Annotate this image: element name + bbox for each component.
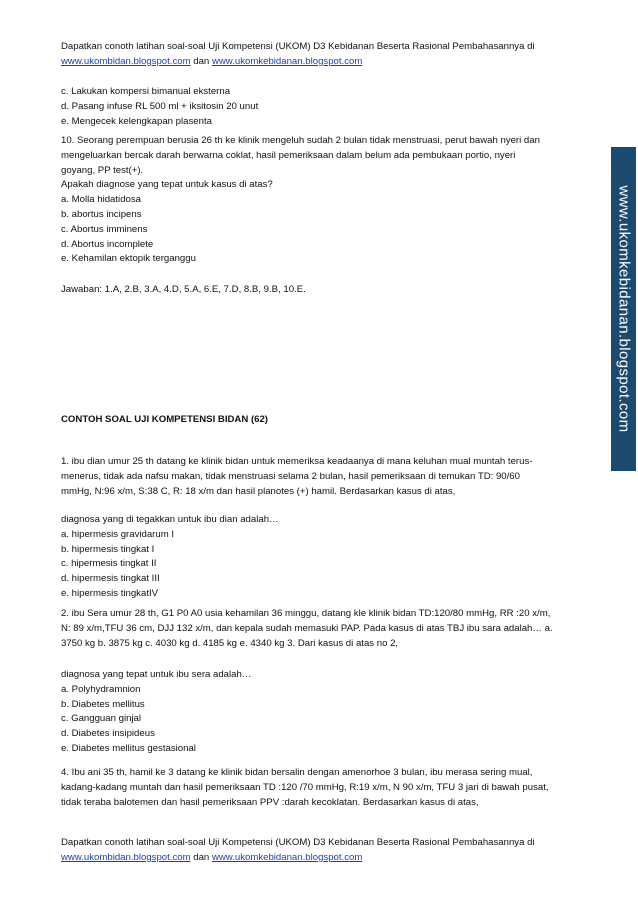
question-2	[61, 607, 601, 651]
header-intro: Dapatkan conoth latihan soal-soal Uji Kompetensi (UKOM) D3 Kebidanan Beserta Rasional Pembahasannya di	[61, 41, 535, 52]
option-line: b. hipermesis tingkat I	[61, 543, 155, 555]
question-line: mengeluarkan bercak darah berwarna coklat, hasil pemeriksaan dalam belum ada pembukaan portio, nyeri	[61, 149, 516, 161]
option-line: e. hipermesis tingkatIV	[61, 587, 159, 599]
question-line: 10. Seorang perempuan berusia 26 th ke klinik mengeluh sudah 2 bulan tidak menstruasi, perut bawah nyeri dan	[61, 135, 540, 146]
option-line: a. Molla hidatidosa	[61, 194, 141, 206]
question-line: kadang-kadang muntah dan hasil pemeriksaan TD :120 /70 mmHg, R:19 x/m, N 90 x/m, TFU 3 jari di bawah pusat,	[61, 781, 549, 793]
question-line: N: 89 x/m,TFU 36 cm, DJJ 132 x/m, dan kepala sudah memasuki PAP. Pada kasus di atas TBJ ibu sara adalah… a.	[61, 622, 553, 634]
footer-link-ukombidan[interactable]: www.ukombidan.blogspot.com	[61, 851, 191, 863]
header-link-ukomkebidanan[interactable]: www.ukomkebidanan.blogspot.com	[211, 55, 363, 67]
option-line: c. hipermesis tingkat II	[61, 558, 157, 570]
question-line: menerus, tidak ada nafsu makan, tidak menstruasi selama 2 bulan, hasil pemeriksaan di temukan TD: 90/60	[61, 470, 520, 482]
question-line: 4. Ibu ani 35 th, hamil ke 3 datang ke klinik bidan bersalin dengan amenorhoe 3 bulan, ibu merasa sering mual,	[61, 767, 533, 778]
option-line: e. Mengecek kelengkapan plasenta	[61, 115, 212, 127]
option-line: d. Diabetes insipideus	[61, 728, 155, 740]
question-line: goyang, PP test(+).	[61, 164, 144, 176]
question-4	[61, 766, 601, 810]
option-line: b. Diabetes mellitus	[61, 698, 145, 710]
question-2-choices	[61, 668, 601, 757]
page-footer	[61, 836, 601, 866]
option-line: c. Lakukan kompersi bimanual eksterna	[61, 86, 231, 97]
footer-intro: Dapatkan conoth latihan soal-soal Uji Kompetensi (UKOM) D3 Kebidanan Beserta Rasional Pembahasannya di	[61, 837, 535, 848]
option-line: e. Kehamilan ektopik terganggu	[61, 253, 196, 265]
footer-links	[61, 851, 601, 866]
section-title: CONTOH SOAL UJI KOMPETENSI BIDAN (62)	[61, 414, 269, 425]
header-link-ukombidan[interactable]: www.ukombidan.blogspot.com	[61, 55, 191, 67]
question-line: mmHg, N:96 x/m, S:38 C, R: 18 x/m dan hasil planotes (+) hamil. Berdasarkan kasus di atas,	[61, 485, 456, 497]
option-line: b. abortus incipens	[61, 208, 142, 220]
footer-link-separator: dan	[190, 851, 212, 863]
question-prompt: diagnosa yang tepat untuk ibu sera adalah…	[61, 669, 252, 680]
question-line: Apakah diagnose yang tepat untuk kasus di atas?	[61, 179, 273, 191]
question-prompt: diagnosa yang di tegakkan untuk ibu dian adalah…	[61, 514, 279, 525]
footer-link-ukomkebidanan[interactable]: www.ukomkebidanan.blogspot.com	[211, 851, 363, 863]
option-line: e. Diabetes mellitus gestasional	[61, 742, 196, 754]
site-url-banner-text: www.ukomkebidanan.blogspot.com	[615, 185, 632, 433]
header-links	[61, 55, 601, 70]
option-line: a. hipermesis gravidarum I	[61, 528, 175, 540]
question-line: tidak teraba balotemen dan hasil pemeriksaan PPV :darah kecoklatan. Berdasarkan kasus di atas,	[61, 796, 479, 808]
previous-question-options	[61, 85, 601, 129]
option-line: a. Polyhydramnion	[61, 683, 141, 695]
site-url-banner	[611, 147, 636, 471]
section-heading	[61, 413, 601, 428]
question-line: 2. ibu Sera umur 28 th, G1 P0 A0 usia kehamilan 36 minggu, datang kle klinik bidan TD:120/80 mmHg, RR :20 x/m,	[61, 608, 551, 619]
option-line: c. Abortus imminens	[61, 223, 148, 235]
question-10	[61, 134, 601, 267]
answer-key-text: Jawaban: 1.A, 2.B, 3.A, 4.D, 5.A, 6.E, 7.D, 8.B, 9.B, 10.E.	[61, 284, 306, 295]
option-line: d. hipermesis tingkat III	[61, 573, 160, 585]
question-1-choices	[61, 513, 601, 602]
header-link-separator: dan	[190, 55, 212, 67]
option-line: d. Pasang infuse RL 500 ml + iksitosin 20 unut	[61, 100, 259, 112]
answer-key	[61, 283, 601, 298]
option-line: c. Gangguan ginjal	[61, 713, 142, 725]
question-line: 3750 kg b. 3875 kg c. 4030 kg d. 4185 kg e. 4340 kg 3. Dari kasus di atas no 2,	[61, 637, 399, 649]
question-line: 1. ibu dian umur 25 th datang ke klinik bidan untuk memeriksa keadaanya di mana keluhan mual muntah terus-	[61, 456, 533, 467]
page-header	[61, 40, 601, 70]
option-line: d. Abortus incomplete	[61, 238, 154, 250]
question-1	[61, 455, 601, 499]
